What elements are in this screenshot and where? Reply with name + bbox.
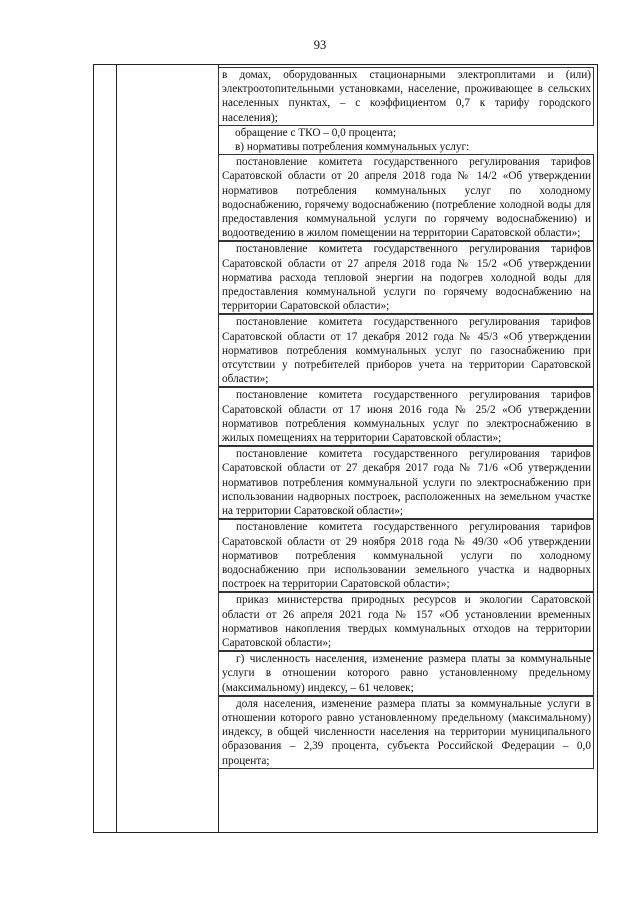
paragraph: обращение с ТКО – 0,0 процента; [235,126,397,139]
paragraph: доля населения, изменение размера платы за коммунальные услуги в отношении которого равно установленному предельному (максимальному) индексу, в общей численности населения на территории муниципального образования – 2,39 процента, субъекта Российской Федерации – 0,0 процента; [218,696,594,769]
column-divider-1 [116,65,117,832]
paragraph: в домах, оборудованных стационарными электроплитами и (или) электроотопительными установками, население, проживающее в сельских населенных пунктах, – с коэффициентом 0,7 к тарифу городского населения); [218,67,594,126]
paragraph: в) нормативы потребления коммунальных услуг: [235,141,470,154]
paragraph: постановление комитета государственного регулирования тарифов Саратовской области от 20 апреля 2018 года № 14/2 «Об утверждении нормативов потребления коммунальных услуг по холодному водоснабжению, горячему водоснабжению (потребление холодной воды для предоставления коммунальной услуги по горячему водоснабжению) и водоотведению в жилом помещении на территории Саратовской области»; [218,154,594,241]
paragraph: приказ министерства природных ресурсов и экологии Саратовской области от 26 апреля 2021 года № 157 «Об установлении временных нормативов накопления твердых коммунальных отходов на территории Саратовской области»; [218,592,594,651]
paragraph: постановление комитета государственного регулирования тарифов Саратовской области от 29 ноября 2018 года № 49/30 «Об утверждении нормативов потребления коммунальной услуги по холодному водоснабжению при использовании земельного участка и надворных построек на территории Саратовской области»; [218,519,594,592]
paragraph: постановление комитета государственного регулирования тарифов Саратовской области от 17 декабря 2012 года № 45/3 «Об утверждении нормативов потребления коммунальных услуг по газоснабжению при отсутствии у потребителей приборов учета на территории Саратовской области»; [218,314,594,387]
paragraph: постановление комитета государственного регулирования тарифов Саратовской области от 27 апреля 2018 года № 15/2 «Об утверждении норматива расхода тепловой энергии на подогрев холодной воды для предоставления коммунальной услуги по горячему водоснабжению на территории Саратовской области»; [218,241,594,314]
document-table [93,64,598,833]
paragraph: постановление комитета государственного регулирования тарифов Саратовской области от 17 июня 2016 года № 25/2 «Об утверждении нормативов потребления коммунальных услуг по электроснабжению в жилых помещениях на территории Саратовской области»; [218,387,594,446]
paragraph: г) численность населения, изменение размера платы за коммунальные услуги в отношении которого равно установленному предельному (максимальному) индексу, – 61 человек; [218,651,594,696]
paragraph: постановление комитета государственного регулирования тарифов Саратовской области от 27 декабря 2017 года № 71/6 «Об утверждении нормативов потребления коммунальной услуги по электроснабжению при использовании надворных построек, расположенных на земельном участке на территории Саратовской области»; [218,446,594,519]
table-cell-text [221,67,592,769]
page-number: 93 [313,38,327,52]
